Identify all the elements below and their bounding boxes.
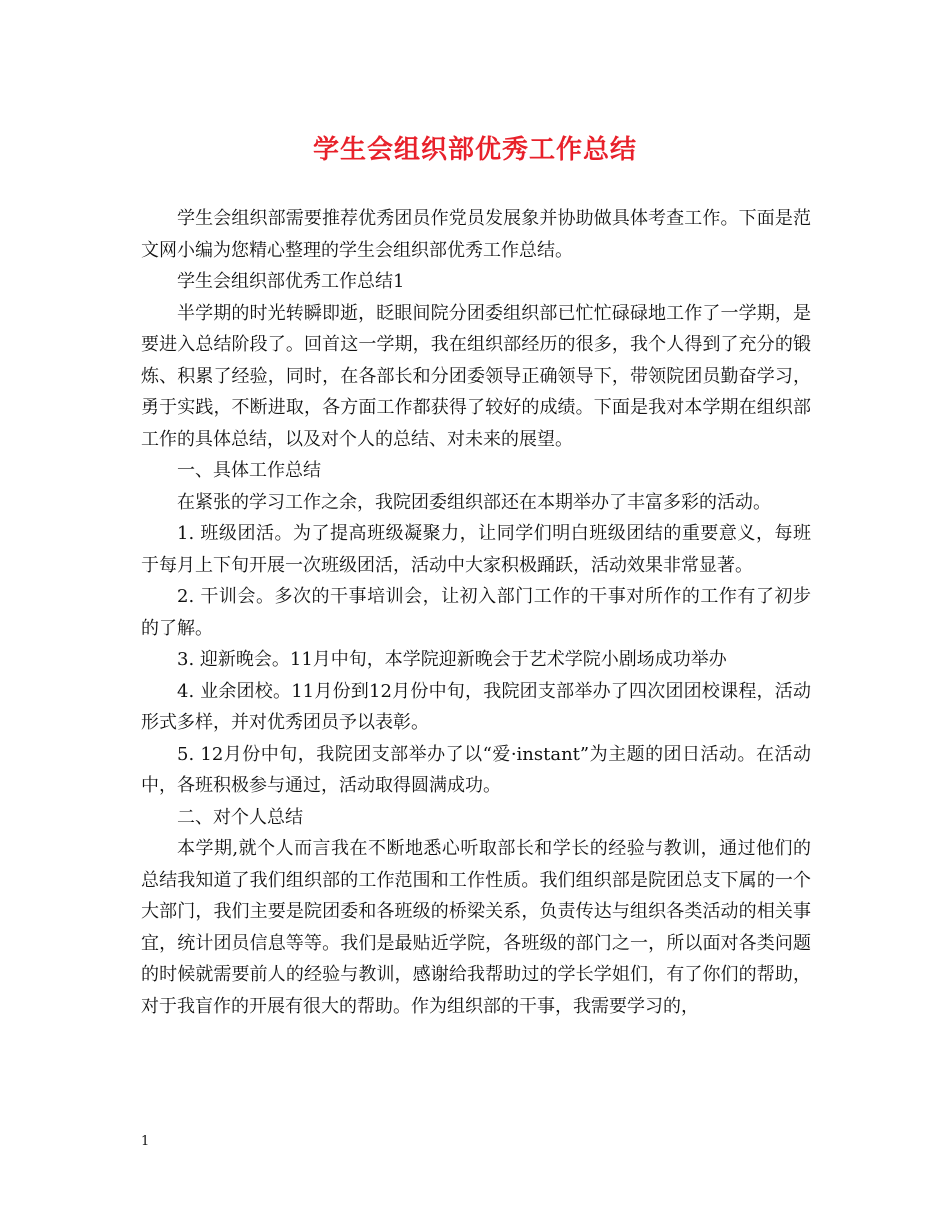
list-item-party-school: 4. 业余团校。11月份到12月份中旬，我院团支部举办了四次团团校课程，活动形式多样，并对优秀团员予以表彰。 <box>141 680 811 733</box>
paragraph-overview: 半学期的时光转瞬即逝，眨眼间院分团委组织部已忙忙碌碌地工作了一学期，是要进入总结阶段了。回首这一学期，我在组织部经历的很多，我个人得到了充分的锻炼、积累了经验，同时，在各部长和分团委领导正确领导下，带领院团员勤奋学习，勇于实践，不断进取，各方面工作都获得了较好的成绩。下面是我对本学期在组织部工作的具体总结，以及对个人的总结、对未来的展望。 <box>141 302 811 450</box>
paragraph-activities-intro: 在紧张的学习工作之余，我院团委组织部还在本期举办了丰富多彩的活动。 <box>177 491 771 513</box>
document-title: 学生会组织部优秀工作总结 <box>312 135 637 165</box>
list-item-welcome-party: 3. 迎新晚会。11月中旬，本学院迎新晚会于艺术学院小剧场成功举办 <box>177 649 727 670</box>
list-item-class-activity: 1. 班级团活。为了提高班级凝聚力，让同学们明白班级团结的重要意义，每班于每月上下旬开展一次班级团活，活动中大家积极踊跃，活动效果非常显著。 <box>141 523 811 576</box>
paragraph-subtitle: 学生会组织部优秀工作总结1 <box>177 271 405 292</box>
list-item-training: 2. 干训会。多次的干事培训会，让初入部门工作的干事对所作的工作有了初步的了解。 <box>141 586 811 639</box>
section-heading-work-summary: 一、具体工作总结 <box>177 460 321 481</box>
paragraph-personal: 本学期,就个人而言我在不断地悉心听取部长和学长的经验与教训，通过他们的总结我知道了我们组织部的工作范围和工作性质。我们组织部是院团总支下属的一个大部门，我们主要是院团委和各班级的桥梁关系，负责传达与组织各类活动的相关事宜，统计团员信息等等。我们是最贴近学院，各班级的部门之一，所以面对各类问题的时候就需要前人的经验与教训，感谢给我帮助过的学长学姐们，有了你们的帮助，对于我盲作的开展有很大的帮助。作为组织部的干事，我需要学习的， <box>141 838 811 1017</box>
paragraph-intro: 学生会组织部需要推荐优秀团员作党员发展象并协助做具体考查工作。下面是范文网小编为您精心整理的学生会组织部优秀工作总结。 <box>141 208 811 261</box>
document-body <box>141 203 811 1022</box>
page-number: 1 <box>141 1134 150 1149</box>
section-heading-personal-summary: 二、对个人总结 <box>177 806 303 828</box>
list-item-league-day: 5. 12月份中旬，我院团支部举办了以“爱·instant”为主题的团日活动。在活动中，各班积极参与通过，活动取得圆满成功。 <box>141 743 811 796</box>
